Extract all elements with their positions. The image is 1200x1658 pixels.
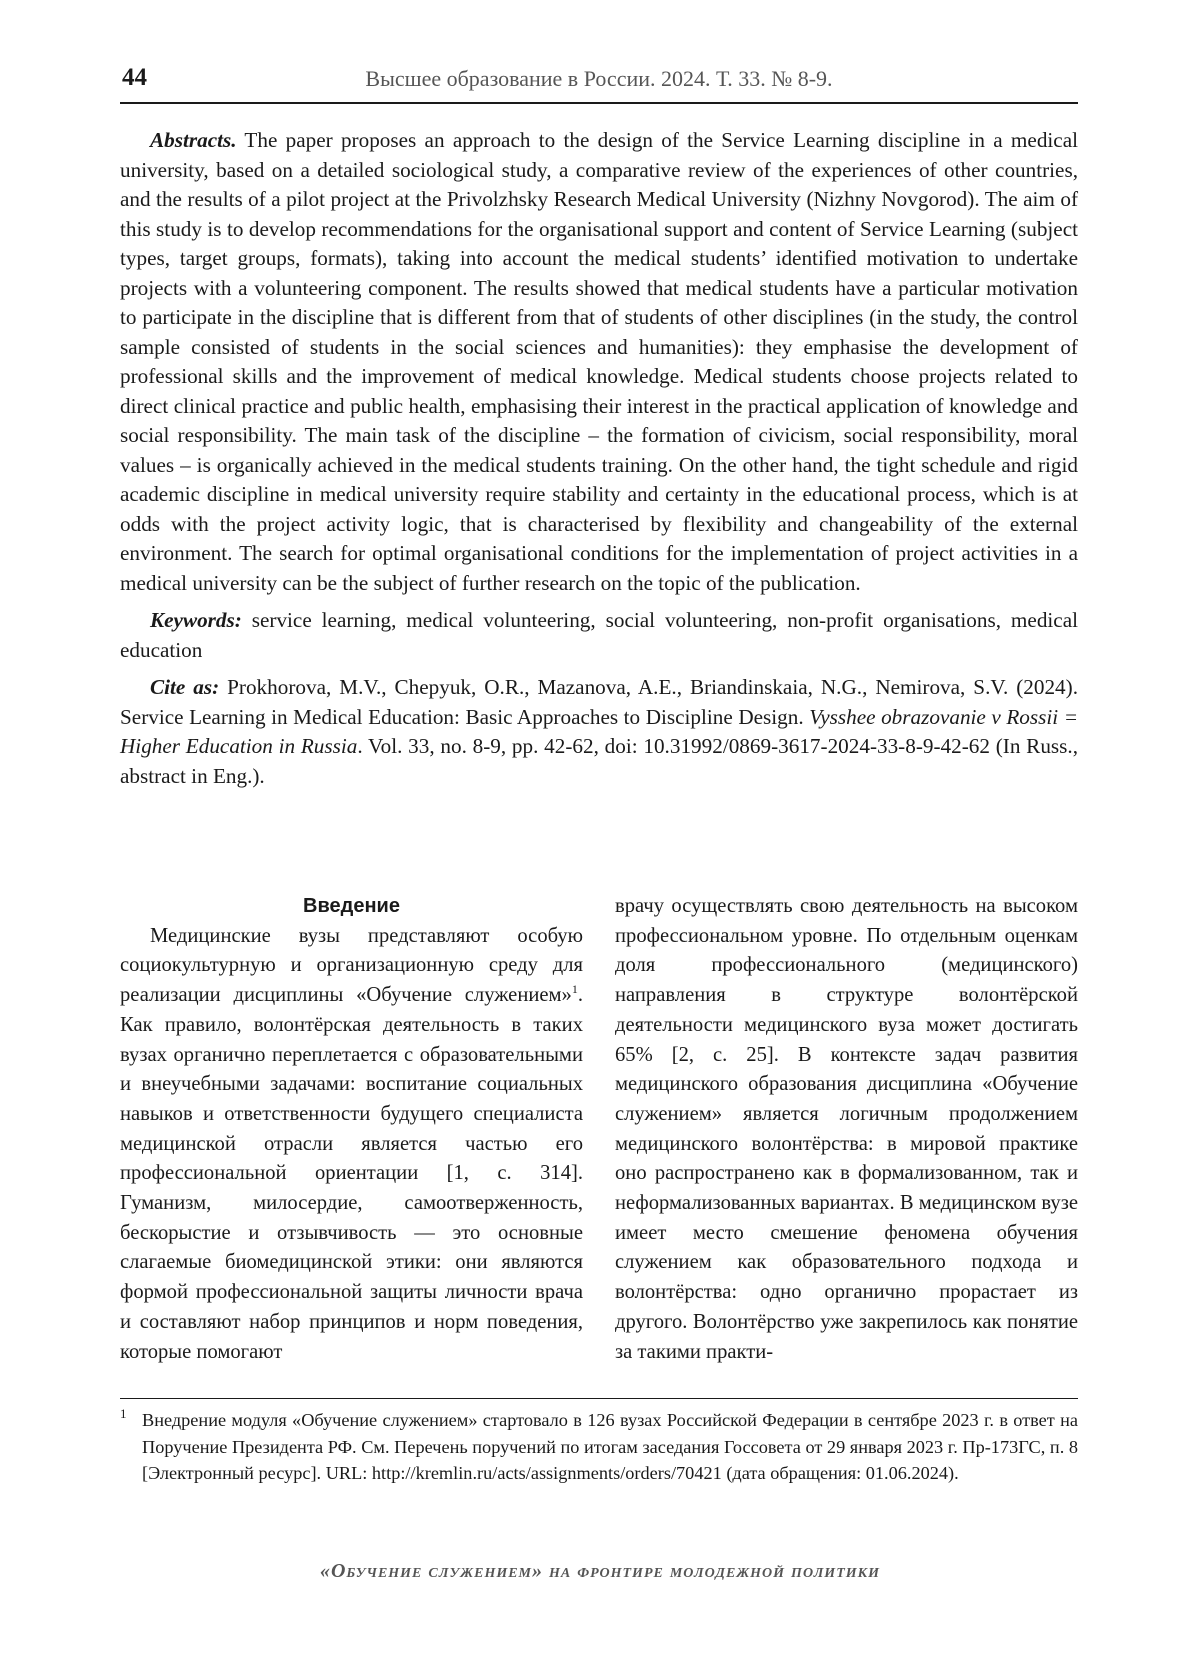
cite-journal: Vysshee obrazovanie v Rossii = Higher Education in Russia xyxy=(120,704,1078,758)
intro-text-2: . Как правило, волонтёрская деятельность в таких вузах органично переплетается с образовательными и внеучебными задачами: воспитание социальных навыков и ответственности будущего специалиста медицинской отрасли является частью его профессиональной ориентации [1, с. 314]. Гуманизм, милосердие, самоотверженность, бескорыстие и отзывчивость — это основные слагаемые биомедицинской этики: они являются формой профессиональной защиты личности врача и составляют набор принципов и норм поведения, которые помогают xyxy=(120,984,583,1363)
cite-text-after: . Vol. 33, no. 8-9, pp. 42-62, doi: 10.31992/0869-3617-2024-33-8-9-42-62 (In Russ., abstract in Eng.). xyxy=(120,734,1078,788)
right-column-text: врачу осуществлять свою деятельность на высоком профессиональном уровне. По отдельным оценкам доля профессионального (медицинского) направления в структуре волонтёрской деятельности медицинского вуза может достигать 65% [2, с. 25]. В контексте задач развития медицинского образования дисциплина «Обучение служением» является логичным продолжением медицинского волонтёрства: в мировой практике оно распространено как в формализованном, так и неформализованных вариантах. В медицинском вузе имеет место смешение феномена обучения служением как образовательного подхода и волонтёрства: одно органично прорастает из другого. Волонтёрство уже закрепилось как понятие за такими практи- xyxy=(615,895,1078,1363)
keywords-paragraph xyxy=(120,606,1078,665)
cite-label: Cite as: xyxy=(150,675,220,699)
section-title: Введение xyxy=(303,895,400,917)
footnote xyxy=(120,1407,1078,1487)
footnote-divider xyxy=(120,1398,1078,1399)
cite-paragraph xyxy=(120,673,1078,791)
abstract-block xyxy=(120,126,1078,791)
abstract-paragraph xyxy=(120,126,1078,598)
page-header xyxy=(120,62,1078,104)
footnote-text: Внедрение модуля «Обучение служением» стартовало в 126 вузах Российской Федерации в сентябре 2023 г. в ответ на Поручение Президента РФ. См. Перечень поручений по итогам заседания Госсовета от 29 января 2023 г. Пр-173ГС, п. 8 [Электронный ресурс]. URL: http://kremlin.ru/acts/assignments/orders/70421 (дата обращения: 01.06.2024). xyxy=(142,1410,1078,1483)
intro-paragraph xyxy=(120,922,583,1368)
footnote-mark: 1 xyxy=(120,1406,127,1421)
keywords-text: service learning, medical volunteering, social volunteering, non-profit organisations, medical education xyxy=(120,608,1078,662)
page-number: 44 xyxy=(122,64,147,91)
running-footer: «Обучение служением» на фронтире молодежной политики xyxy=(319,1560,881,1582)
keywords-label: Keywords: xyxy=(150,608,242,632)
journal-title: Высшее образование в России. 2024. Т. 33. № 8-9. xyxy=(365,66,833,91)
footnote-reference[interactable]: 1 xyxy=(571,982,578,997)
right-column xyxy=(615,892,1078,1367)
intro-text-1: Медицинские вузы представляют особую социокультурную и организационную среду для реализации дисциплины «Обучение служением» xyxy=(120,924,583,1007)
cite-text: Prokhorova, M.V., Chepyuk, O.R., Mazanova, A.E., Briandinskaia, N.G., Nemirova, S.V. (2024). Service Learning in Medical Education: Basic Approaches to Discipline Design. xyxy=(120,675,1078,729)
left-column xyxy=(120,892,583,1367)
abstract-label: Abstracts. xyxy=(150,128,237,152)
abstract-text: The paper proposes an approach to the design of the Service Learning discipline in a medical university, based on a detailed sociological study, a comparative review of the experiences of other countries, and the results of a pilot project at the Privolzhsky Research Medical University (Nizhny Novgorod). The aim of this study is to develop recommendations for the organisational support and content of Service Learning (subject types, target groups, formats), taking into account the medical students’ identified motivation to undertake projects with a volunteering component. The results showed that medical students have a particular motivation to participate in the discipline that is different from that of students of other disciplines (in the study, the control sample consisted of students in the social sciences and humanities): they emphasise the development of professional skills and the improvement of medical knowledge. Medical students choose projects related to direct clinical practice and public health, emphasising their interest in the practical application of knowledge and social responsibility. The main task of the discipline – the formation of civicism, social responsibility, moral values – is organically achieved in the medical students training. On the other hand, the tight schedule and rigid academic discipline in medical university require stability and certainty in the educational process, which is at odds with the project activity logic, that is characterised by flexibility and changeability of the external environment. The search for optimal organisational conditions for the implementation of project activities in a medical university can be the subject of further research on the topic of the publication. xyxy=(120,128,1078,595)
